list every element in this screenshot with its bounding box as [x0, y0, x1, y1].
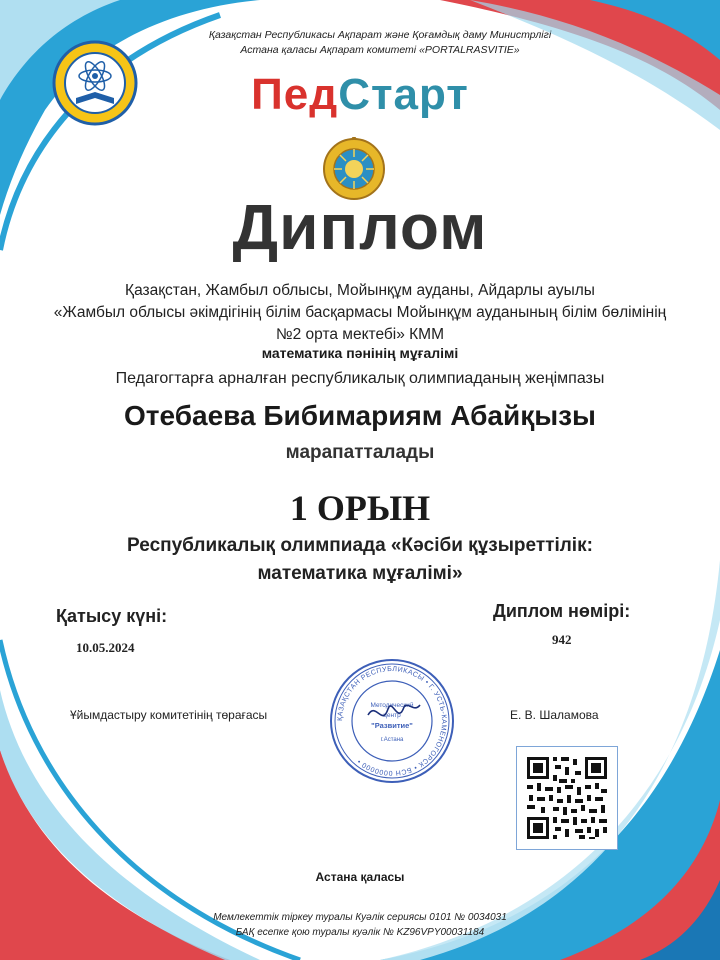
city-label: Астана қаласы	[315, 870, 405, 884]
committee-chair-label: Ұйымдастыру комитетінің төрағасы	[70, 708, 268, 722]
registration-line-1: Мемлекеттік тіркеу туралы Куәлік сериясы 0101 № 0034031	[213, 912, 507, 923]
brand-part-2: Старт	[338, 70, 469, 119]
registration-line-2: БАҚ есепке қою туралы куәлік № KZ96VPY00031184	[235, 927, 485, 938]
stamp-center-3: "Развитие"	[371, 721, 413, 730]
place-label: 1 ОРЫН	[289, 488, 431, 528]
subject-line: математика пәнінің мұғалімі	[261, 345, 459, 361]
address-line: Қазақстан, Жамбыл облысы, Мойынқұм ауданы, Айдарлы ауылы	[125, 282, 595, 299]
official-stamp	[328, 657, 456, 785]
brand-logo	[0, 70, 720, 120]
registration-info	[180, 910, 540, 940]
ministry-line-2: Астана қаласы Ақпарат комитеті «PORTALRASVITIE»	[240, 44, 520, 56]
date-value: 10.05.2024	[76, 640, 135, 655]
qr-code[interactable]	[516, 746, 618, 850]
ministry-header	[185, 28, 575, 58]
diploma-number-label: Диплом нөмірі:	[493, 601, 631, 621]
winner-line: Педагогтарға арналған республикалық олимпиаданың жеңімпазы	[115, 370, 605, 387]
awarded-label: марапатталады	[285, 442, 435, 463]
diploma-title: Диплом	[232, 191, 488, 263]
olympiad-name	[60, 532, 660, 588]
committee-chair-name: Е. В. Шаламова	[510, 708, 599, 722]
diploma-number-value: 942	[552, 632, 572, 647]
brand-part-1: Пед	[251, 70, 339, 119]
date-label: Қатысу күні:	[56, 606, 168, 626]
qr-code-image	[517, 747, 617, 849]
school-info	[10, 280, 710, 346]
stamp-ring-text: ҚАЗАҚСТАН РЕСПУБЛИКАСЫ • Г. УСТЬ-КАМЕНОГОРСК • БСН 0000000 •	[336, 665, 448, 777]
recipient-name: Отебаева Бибимариям Абайқызы	[124, 400, 596, 431]
ministry-line-1: Қазақстан Республикасы Ақпарат және Қоғамдық даму Министрлігі	[208, 29, 552, 41]
olympiad-line-2: математика мұғалімі»	[257, 563, 463, 584]
school-line-1: «Жамбыл облысы әкімдігінің білім басқармасы Мойынқұм ауданының білім бөлімінің	[53, 304, 667, 321]
olympiad-line-1: Республикалық олимпиада «Кәсіби құзыреттілік:	[127, 535, 593, 556]
stamp-center-2: центр	[383, 712, 401, 719]
school-line-2: №2 орта мектебі» КММ	[275, 326, 444, 343]
stamp-center-1: Методический	[370, 702, 414, 709]
stamp-center-4: г.Астана	[380, 737, 404, 743]
